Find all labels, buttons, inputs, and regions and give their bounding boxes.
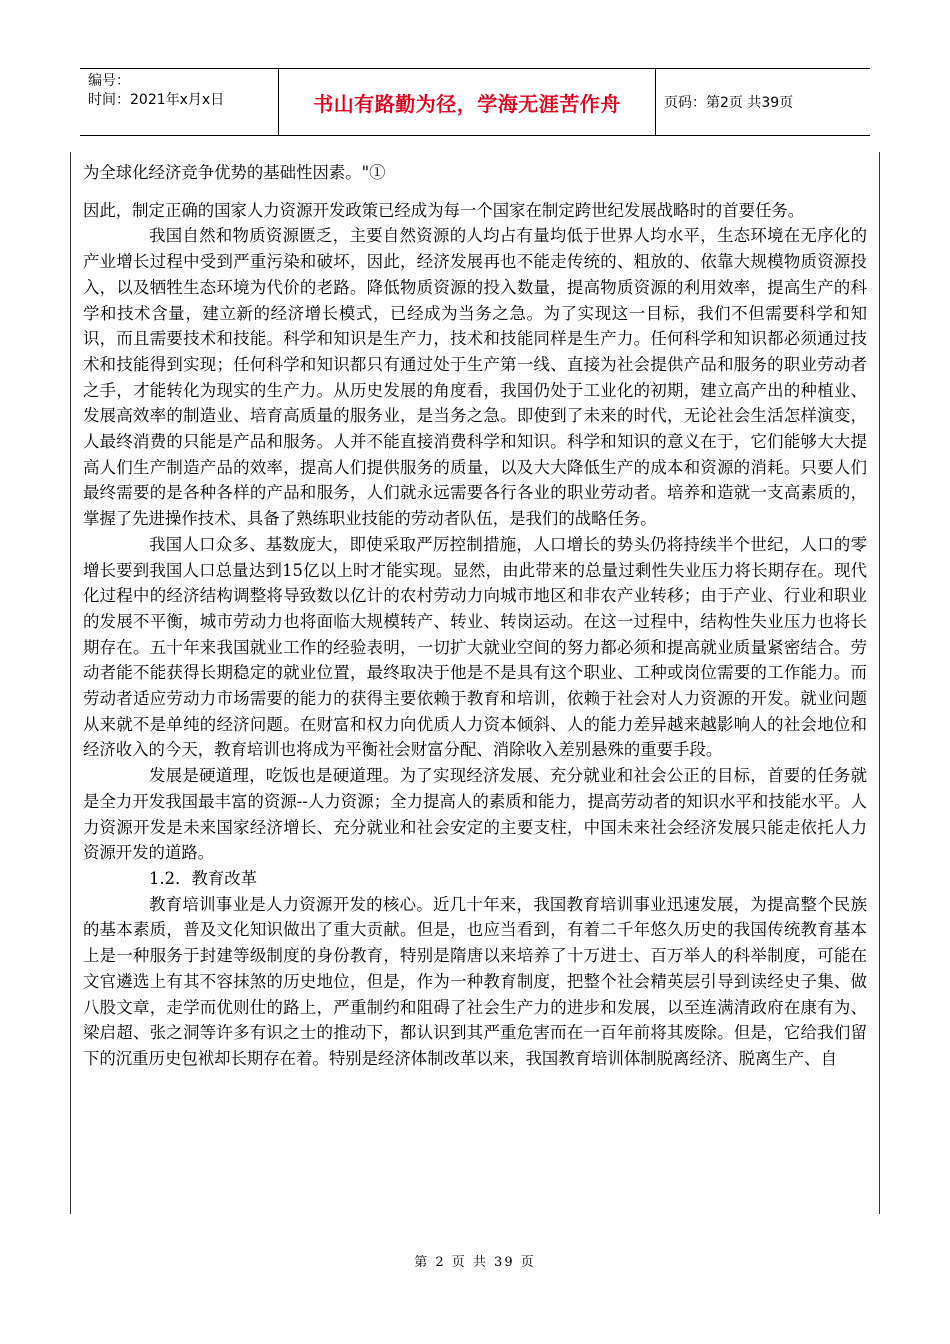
paragraph: 我国人口众多、基数庞大，即使采取严厉控制措施，人口增长的势头仍将持续半个世纪，人口的零增长要到我国人口总量达到15亿以上时才能实现。显然，由此带来的总量过剩性失业压力将长期存在。现代化过程中的经济结构调整将导致数以亿计的农村劳动力向城市地区和非农产业转移；由于产业、行业和职业的发展不平衡，城市劳动力也将面临大规模转产、转业、转岗运动。在这一过程中，结构性失业压力也将长期存在。五十年来我国就业工作的经验表明，一切扩大就业空间的努力都必须和提高就业质量紧密结合。劳动者能不能获得长期稳定的就业位置，最终取决于他是不是具有这个职业、工种或岗位需要的工作能力。而劳动者适应劳动力市场需要的能力的获得主要依赖于教育和培训，依赖于社会对人力资源的开发。就业问题从来就不是单纯的经济问题。在财富和权力向优质人力资本倾斜、人的能力差异越来越影响人的社会地位和经济收入的今天，教育培训也将成为平衡社会财富分配、消除收入差别悬殊的重要手段。 [83, 534, 867, 760]
header-motto: 书山有路勤为径，学海无涯苦作舟 [278, 69, 656, 135]
page-footer: 第 2 页 共 39 页 [414, 1255, 536, 1270]
header-meta [80, 69, 278, 135]
document-number-label: 编号： [88, 73, 130, 89]
section-heading: 1.2．教育改革 [149, 868, 258, 888]
paragraph: 我国自然和物质资源匮乏，主要自然资源的人均占有量均低于世界人均水平，生态环境在无序化的产业增长过程中受到严重污染和破坏，因此，经济发展再也不能走传统的、粗放的、依靠大规模物质资源投入，以及牺牲生态环境为代价的老路。降低物质资源的投入数量，提高物质资源的利用效率，提高生产的科学和技术含量，建立新的经济增长模式，已经成为当务之急。为了实现这一目标，我们不但需要科学和知识，而且需要技术和技能。科学和知识是生产力，技术和技能同样是生产力。任何科学和知识都必须通过技术和技能得到实现；任何科学和知识都只有通过处于生产第一线、直接为社会提供产品和服务的职业劳动者之手，才能转化为现实的生产力。从历史发展的角度看，我国仍处于工业化的初期，建立高产出的种植业、发展高效率的制造业、培育高质量的服务业，是当务之急。即使到了未来的时代，无论社会生活怎样演变，人最终消费的只能是产品和服务。人并不能直接消费科学和知识。科学和知识的意义在于，它们能够大大提高人们生产制造产品的效率，提高人们提供服务的质量，以及大大降低生产的成本和资源的消耗。只要人们最终需要的是各种各样的产品和服务，人们就永远需要各行各业的职业劳动者。培养和造就一支高素质的，掌握了先进操作技术、具备了熟练职业技能的劳动者队伍，是我们的战略任务。 [83, 226, 867, 529]
paragraph-continuation: 为全球化经济竞争优势的基础性因素。"① [83, 163, 386, 182]
paragraph: 教育培训事业是人力资源开发的核心。近几十年来，我国教育培训事业迅速发展，为提高整个民族的基本素质，普及文化知识做出了重大贡献。但是，也应当看到，有着二千年悠久历史的我国传统教育基本上是一种服务于封建等级制度的身份教育，特别是隋唐以来培养了十万进士、百万举人的科举制度，可能在文官遴选上有其不容抹煞的历史地位，但是，作为一种教育制度，把整个社会精英层引导到读经史子集、做八股文章，走学而优则仕的路上，严重制约和阻碍了社会生产力的进步和发展，以至连满清政府在康有为、梁启超、张之洞等许多有识之士的推动下，都认识到其严重危害而在一百年前将其废除。但是，它给我们留下的沉重历史包袱却长期存在着。特别是经济体制改革以来，我国教育培训体制脱离经济、脱离生产、自 [83, 894, 867, 1068]
document-date: 时间：2021年x月x日 [88, 92, 225, 108]
header-page-info: 页码：第2页 共39页 [664, 95, 794, 111]
paragraph: 因此，制定正确的国家人力资源开发政策已经成为每一个国家在制定跨世纪发展战略时的首要任务。 [83, 200, 805, 220]
document-body [70, 152, 880, 1214]
page-header [80, 68, 870, 136]
paragraph: 发展是硬道理，吃饭也是硬道理。为了实现经济发展、充分就业和社会公正的目标，首要的任务就是全力开发我国最丰富的资源--人力资源；全力提高人的素质和能力，提高劳动者的知识水平和技能水平。人力资源开发是未来国家经济增长、充分就业和社会安定的主要支柱，中国未来社会经济发展只能走依托人力资源开发的道路。 [83, 766, 867, 863]
